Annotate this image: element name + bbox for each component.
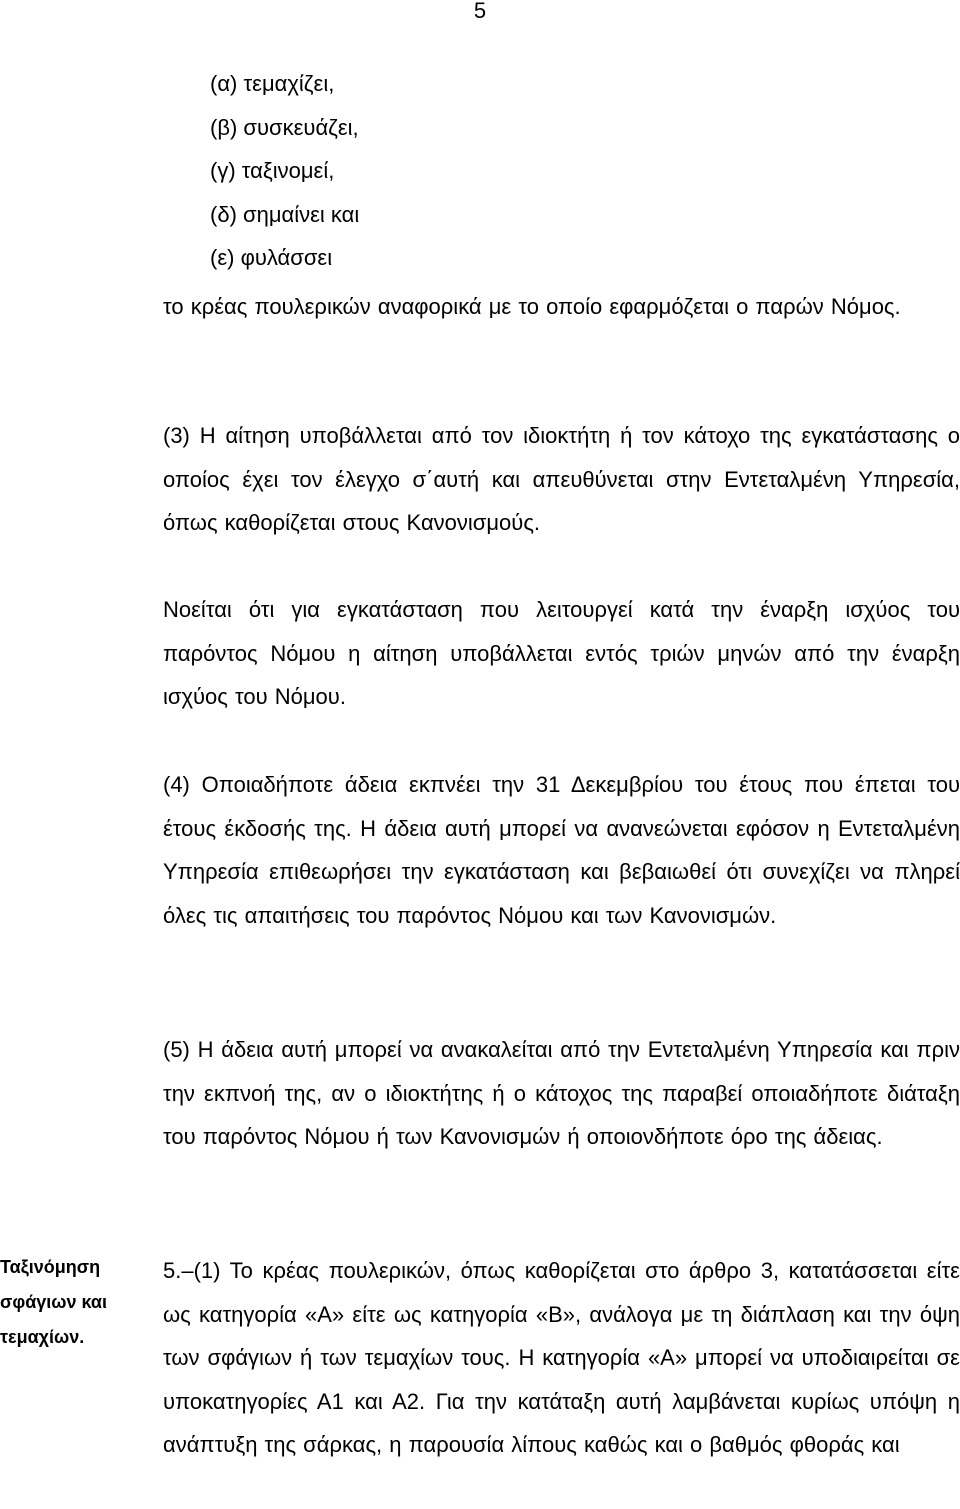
section-4-paragraph: (4) Οποιαδήποτε άδεια εκπνέει την 31 Δεκεμβρίου του έτους που έπεται του έτους έκδοσής της. Η άδεια αυτή μπορεί να ανανεώνεται εφόσον η Εντεταλμένη Υπηρεσία επιθεωρήσει την εγκατάσταση και βεβαιωθεί ότι συνεχίζει να πληρεί όλες τις απαιτήσεις του παρόντος Νόμου και των Κανονισμών. (163, 772, 960, 928)
list-item: (γ) ταξινομεί, (210, 158, 335, 183)
page-number: 5 (473, 0, 487, 23)
list-item: (α) τεμαχίζει, (210, 71, 335, 96)
margin-note: Ταξινόμηση σφάγιων και τεμαχίων. (0, 1257, 107, 1347)
intro-paragraph: το κρέας πουλερικών αναφορικά με το οποίο εφαρμόζεται ο παρών Νόμος. (163, 294, 901, 319)
list-item: (δ) σημαίνει και (210, 201, 360, 227)
list-item: (ε) φυλάσσει (210, 245, 333, 270)
section-3-proviso-paragraph: Νοείται ότι για εγκατάσταση που λειτουργεί κατά την έναρξη ισχύος του παρόντος Νόμου η αίτηση υποβάλλεται εντός τριών μηνών από την έναρξη ισχύος του Νόμου. (163, 597, 960, 709)
list-item: (β) συσκευάζει, (210, 114, 359, 140)
section-5-paragraph: (5) Η άδεια αυτή μπορεί να ανακαλείται από την Εντεταλμένη Υπηρεσία και πριν την εκπνοή της, αν ο ιδιοκτήτης ή ο κάτοχος της παραβεί οποιαδήποτε διάταξη του παρόντος Νόμου ή των Κανονισμών ή οποιονδήποτε όρο της άδειας. (163, 1037, 960, 1149)
article-5-paragraph: 5.–(1) Το κρέας πουλερικών, όπως καθορίζεται στο άρθρο 3, κατατάσσεται είτε ως κατηγορία «Α» είτε ως κατηγορία «Β», ανάλογα με τη διάπλαση και την όψη των σφάγιων ή των τεμαχίων τους. Η κατηγορία «Α» μπορεί να υποδιαιρείται σε υποκατηγορίες Α1 και Α2. Για την κατάταξη αυτή λαμβάνεται κυρίως υπόψη η ανάπτυξη της σάρκας, η παρουσία λίπους καθώς και ο βαθμός φθοράς και (163, 1258, 960, 1457)
processing-list (210, 68, 359, 286)
section-3-paragraph: (3) Η αίτηση υποβάλλεται από τον ιδιοκτήτη ή τον κάτοχο της εγκατάστασης ο οποίος έχει τον έλεγχο σ΄αυτή και απευθύνεται στην Εντεταλμένη Υπηρεσία, όπως καθορίζεται στους Κανονισμούς. (163, 423, 960, 535)
